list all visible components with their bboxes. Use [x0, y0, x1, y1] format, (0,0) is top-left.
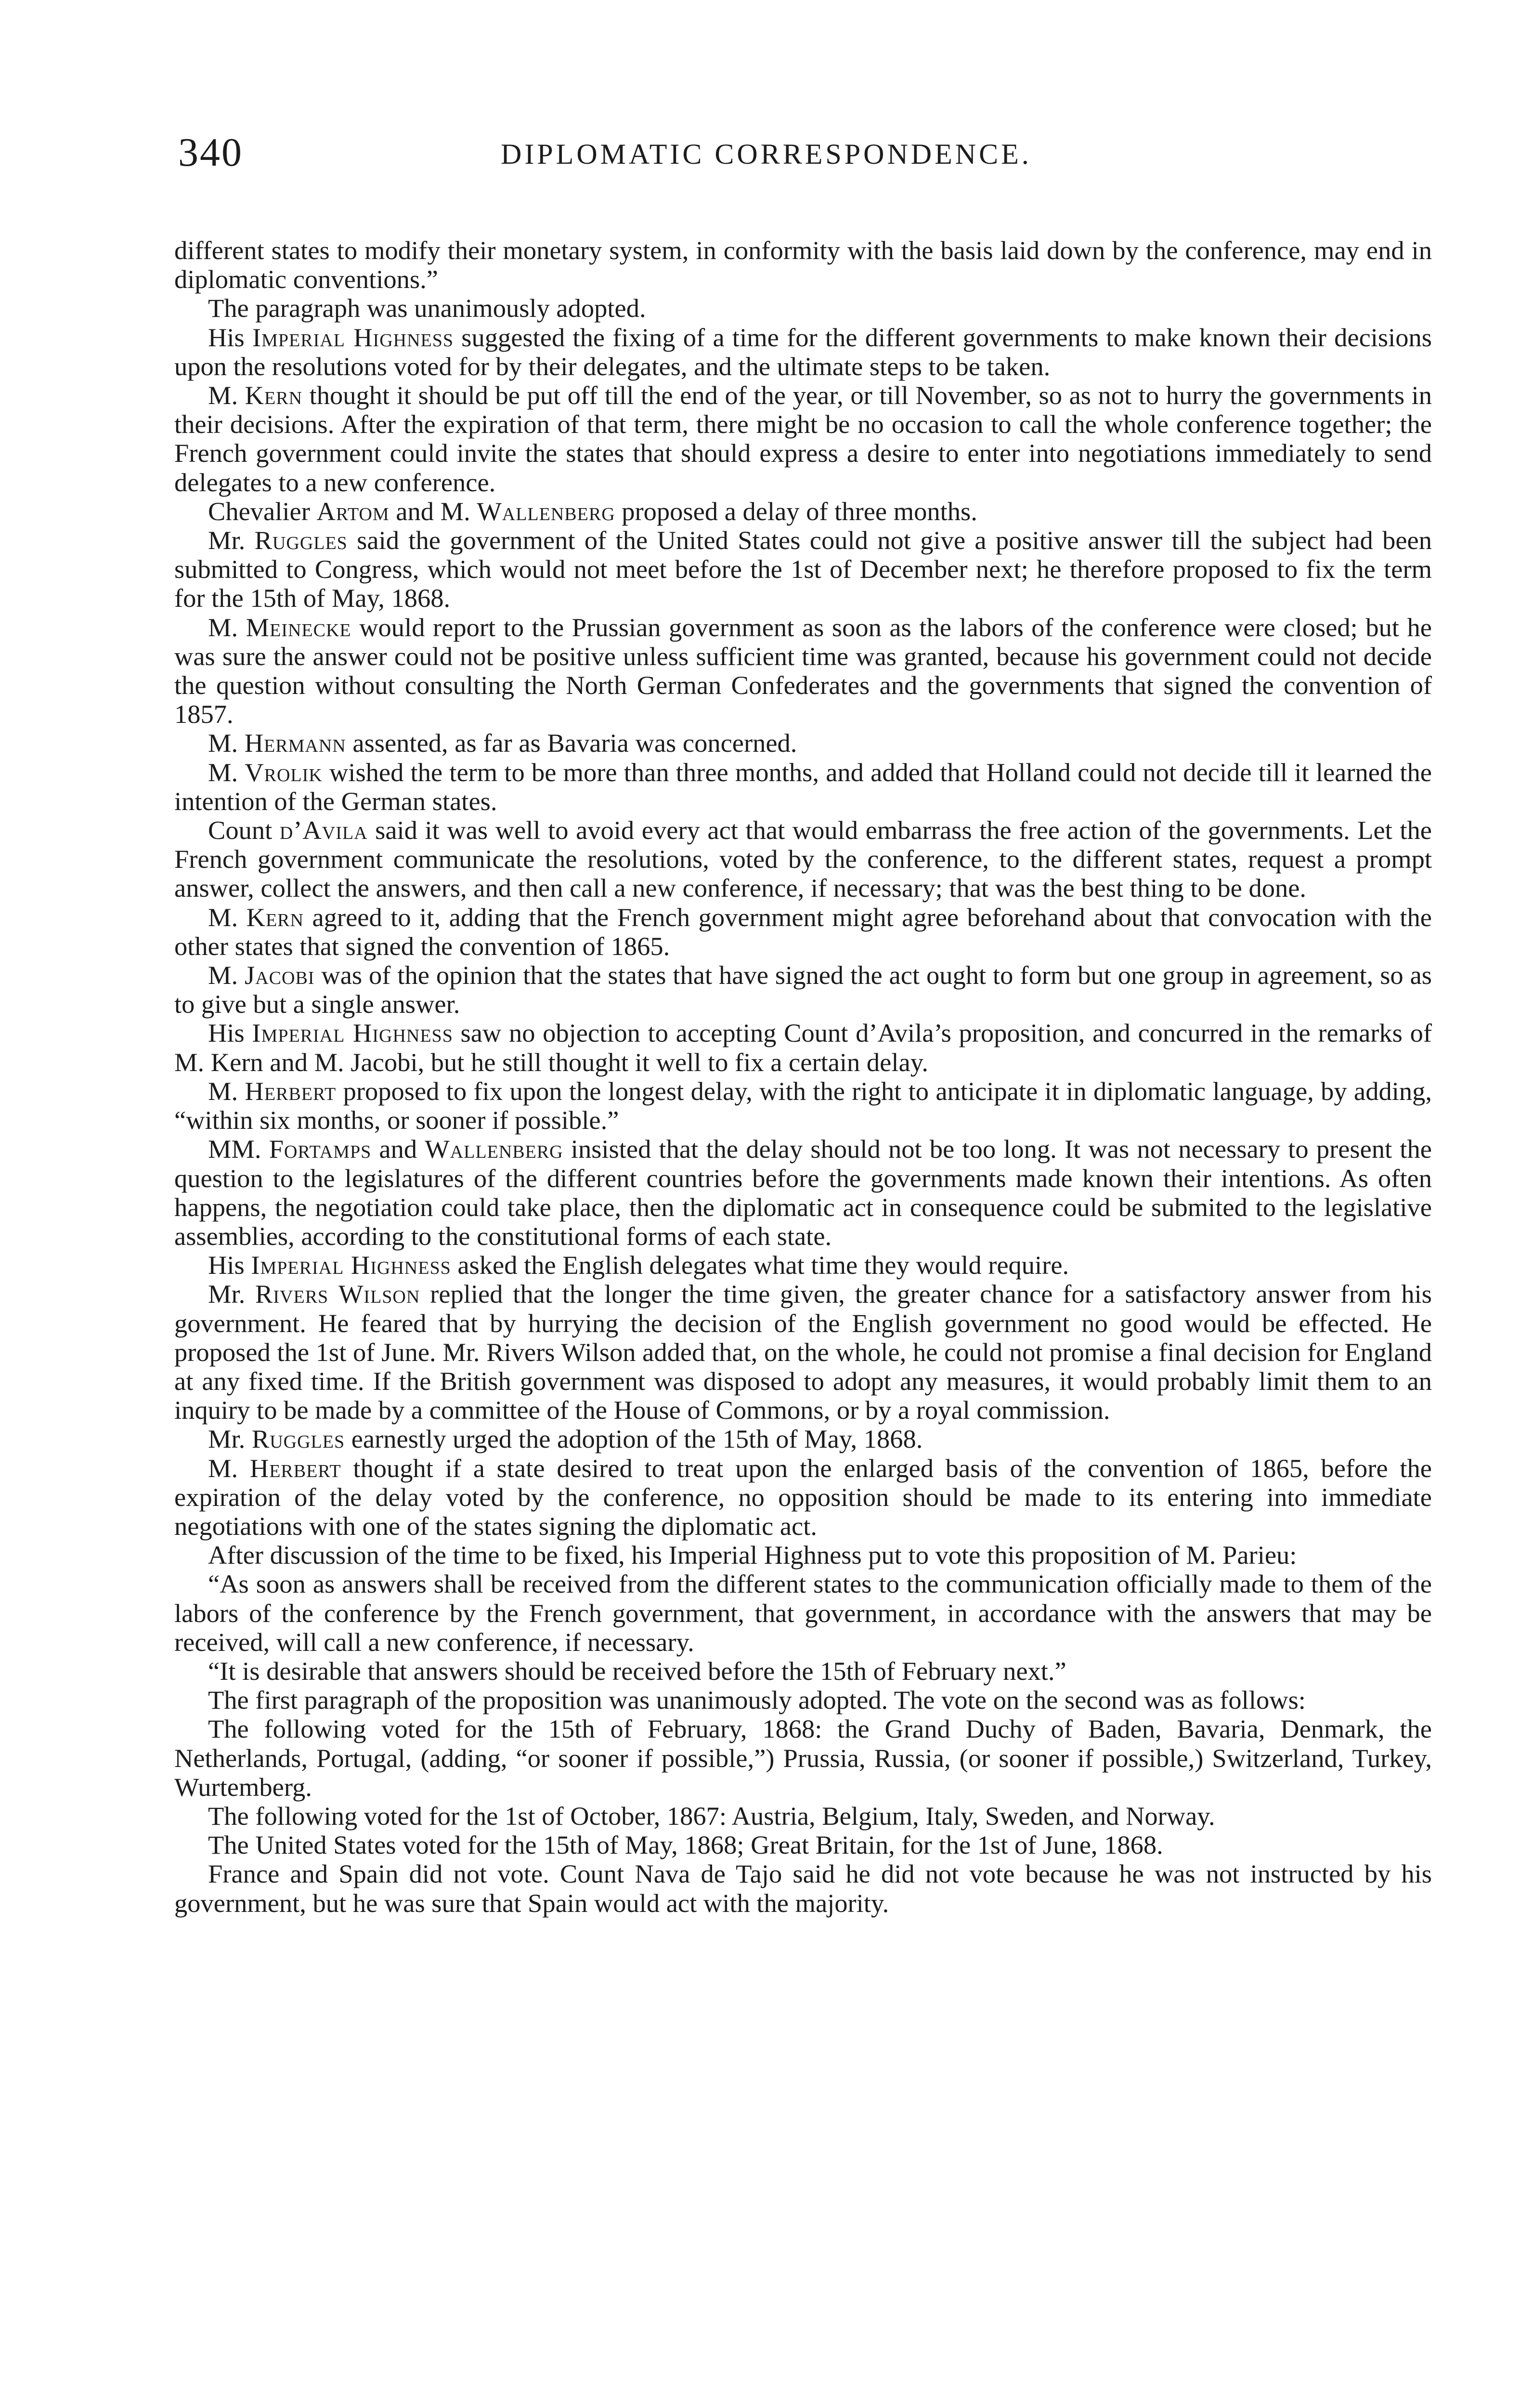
paragraph: Mr. Rivers Wilson replied that the longer the time given, the greater chance for a satisfactory answer from his government. He feared that by hurrying the decision of the English government no good would be effected. He proposed the 1st of June. Mr. Rivers Wilson added that, on the whole, he could not promise a final decision for England at any fixed time. If the British government was disposed to adopt any measures, it would probably limit them to an inquiry to be made by a committee of the House of Commons, or by a royal commission.: [174, 1279, 1432, 1425]
paragraph: M. Hermann assented, as far as Bavaria was concerned.: [208, 728, 797, 758]
paragraph: Mr. Ruggles said the government of the United States could not give a positive answer till the subject had been submitted to Congress, which would not meet before the 1st of December next; he therefore proposed to fix the term for the 15th of May, 1868.: [174, 525, 1432, 613]
paragraph: The first paragraph of the proposition was unanimously adopted. The vote on the second was as follows:: [208, 1685, 1306, 1715]
speaker-name: Imperial Highness: [252, 1018, 453, 1048]
speaker-name: Hermann: [244, 728, 346, 758]
paragraph: M. Herbert proposed to fix upon the longest delay, with the right to anticipate it in diplomatic language, by adding, “within six months, or sooner if possible.”: [174, 1076, 1432, 1135]
speaker-name: Imperial Highness: [252, 322, 454, 352]
paragraph: The United States voted for the 15th of May, 1868; Great Britain, for the 1st of June, 1868.: [208, 1830, 1163, 1860]
paragraph: M. Jacobi was of the opinion that the states that have signed the act ought to form but one group in agreement, so as to give but a single answer.: [174, 960, 1432, 1019]
paragraph: MM. Fortamps and Wallenberg insisted that the delay should not be too long. It was not necessary to present the question to the legislatures of the different countries before the governments made known their intentions. As often happens, the negotiation could take place, then the diplomatic act in consequence could be submited to the legislative assemblies, according to the constitutional forms of each state.: [174, 1134, 1432, 1251]
quoted-paragraph: “As soon as answers shall be received from the different states to the communication officially made to them of the labors of the conference by the French government, that government, in accordance with the answers that may be received, will call a new conference, if necessary.: [174, 1569, 1432, 1657]
paragraph: His Imperial Highness asked the English delegates what time they would require.: [208, 1250, 1069, 1280]
paragraph: M. Vrolik wished the term to be more than three months, and added that Holland could not decide till it learned the intention of the German states.: [174, 757, 1432, 816]
page-header: [178, 129, 1430, 206]
page-number: 340: [178, 130, 243, 175]
speaker-name: Imperial Highness: [251, 1250, 451, 1280]
speaker-name: Wallenberg: [425, 1134, 563, 1164]
speaker-name: Wallenberg: [477, 496, 615, 526]
paragraph: M. Herbert thought if a state desired to treat upon the enlarged basis of the convention of 1865, before the expiration of the delay voted by the conference, no opposition should be made to its entering into immediate negotiations with one of the states signing the diplomatic act.: [174, 1453, 1432, 1541]
speaker-name: Rivers Wilson: [255, 1279, 420, 1309]
speaker-name: Herbert: [249, 1453, 341, 1483]
paragraph: M. Kern thought it should be put off till the end of the year, or till November, so as not to hurry the governments in their decisions. After the expiration of that term, there might be no occasion to call the whole conference together; the French government could invite the states that should express a desire to enter into negotiations immediately to send delegates to a new conference.: [174, 380, 1432, 497]
paragraph: M. Meinecke would report to the Prussian government as soon as the labors of the conference were closed; but he was sure the answer could not be positive unless sufficient time was granted, because his government could not decide the question without consulting the North German Confederates and the governments that signed the convention of 1857.: [174, 612, 1432, 729]
paragraph: After discussion of the time to be fixed, his Imperial Highness put to vote this proposition of M. Parieu:: [208, 1540, 1297, 1570]
speaker-name: Kern: [245, 380, 303, 410]
paragraph: The paragraph was unanimously adopted.: [208, 293, 646, 323]
speaker-name: Ruggles: [251, 1424, 345, 1454]
speaker-name: Ruggles: [254, 525, 348, 555]
paragraph: The following voted for the 15th of February, 1868: the Grand Duchy of Baden, Bavaria, Denmark, the Netherlands, Portugal, (adding, “or sooner if possible,”) Prussia, Russia, (or sooner if possible,) Switzerland, Turkey, Wurtemberg.: [174, 1714, 1432, 1802]
paragraph: Chevalier Artom and M. Wallenberg proposed a delay of three months.: [208, 496, 977, 526]
speaker-name: Jacobi: [245, 960, 315, 990]
paragraph: Count d’Avila said it was well to avoid every act that would embarrass the free action of the governments. Let the French government communicate the resolutions, voted by the conference, to the different states, request a prompt answer, collect the answers, and then call a new conference, if necessary; that was the best thing to be done.: [174, 815, 1432, 903]
speaker-name: Herbert: [245, 1076, 337, 1106]
paragraph: The following voted for the 1st of October, 1867: Austria, Belgium, Italy, Sweden, and Norway.: [208, 1801, 1215, 1831]
paragraph: Mr. Ruggles earnestly urged the adoption of the 15th of May, 1868.: [208, 1424, 923, 1454]
paragraph: different states to modify their monetary system, in conformity with the basis laid down by the conference, may end in diplomatic conventions.”: [174, 236, 1432, 294]
speaker-name: Artom: [316, 496, 390, 526]
paragraph: His Imperial Highness suggested the fixing of a time for the different governments to make known their decisions upon the resolutions voted for by their delegates, and the ultimate steps to be taken.: [174, 322, 1432, 381]
speaker-name: Fortamps: [269, 1134, 372, 1164]
speaker-name: Meinecke: [246, 612, 351, 642]
quoted-paragraph: “It is desirable that answers should be received before the 15th of February next.”: [208, 1656, 1066, 1686]
running-head: DIPLOMATIC CORRESPONDENCE.: [501, 138, 1032, 170]
body-text: [174, 236, 1432, 1918]
speaker-name: Kern: [246, 902, 304, 932]
paragraph: M. Kern agreed to it, adding that the French government might agree beforehand about that convocation with the other states that signed the convention of 1865.: [174, 902, 1432, 961]
speaker-name: d’Avila: [279, 815, 368, 845]
speaker-name: Vrolik: [245, 757, 323, 787]
paragraph: His Imperial Highness saw no objection to accepting Count d’Avila’s proposition, and concurred in the remarks of M. Kern and M. Jacobi, but he still thought it well to fix a certain delay.: [174, 1018, 1432, 1077]
paragraph: France and Spain did not vote. Count Nava de Tajo said he did not vote because he was not instructed by his government, but he was sure that Spain would act with the majority.: [174, 1859, 1432, 1918]
